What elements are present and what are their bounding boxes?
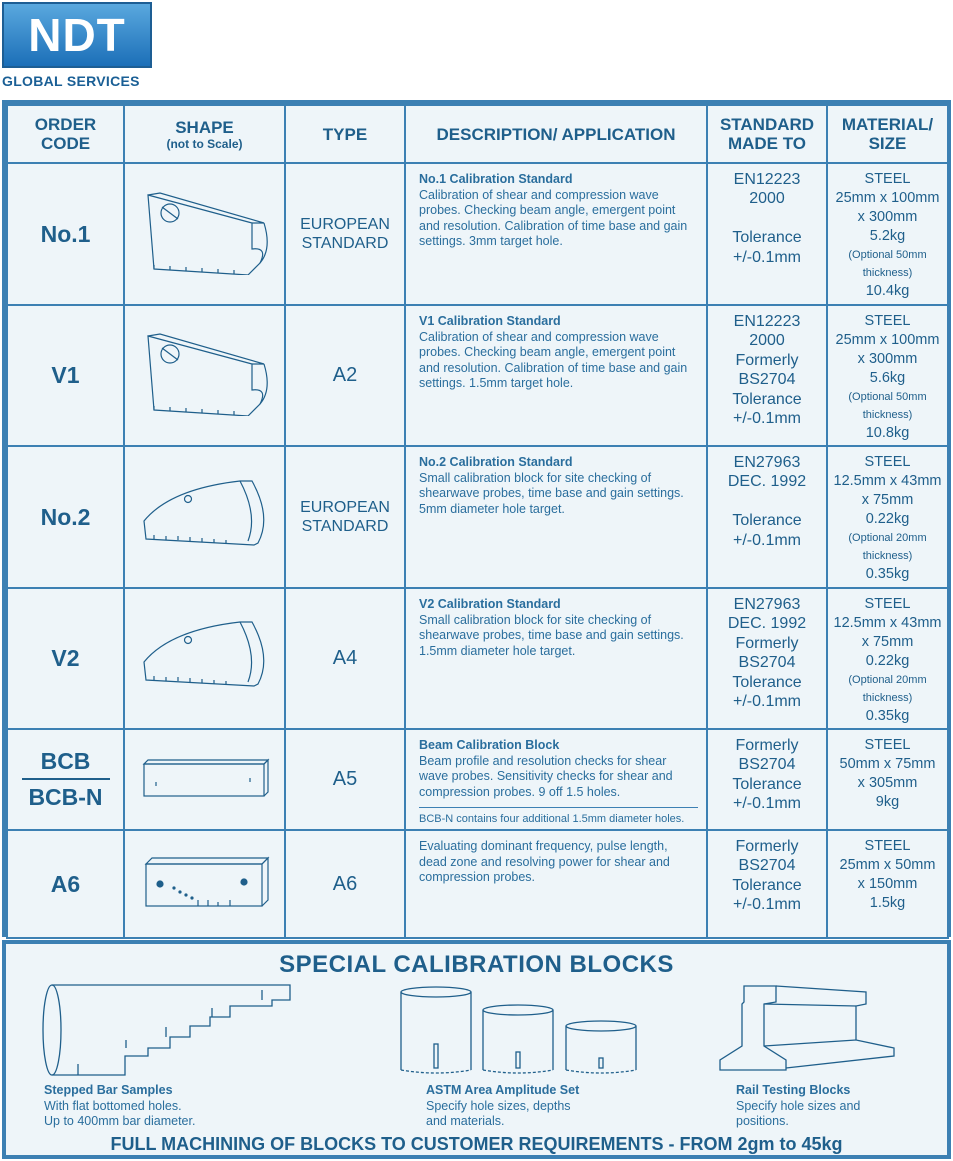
material-line: 12.5mm x 43mm [833,615,942,631]
type-line: A6 [332,872,358,895]
material-cell [827,588,948,729]
material-line: 50mm x 75mm [839,756,936,772]
header-shape [124,105,285,163]
special-item-title: ASTM Area Amplitude Set [426,1083,580,1097]
order-code-alt: BCB-N [28,784,103,810]
order-code: No.1 [40,220,91,247]
standard-line: 2000 [749,332,785,350]
order-code-cell [7,830,124,938]
standard-line: EN12223 [733,313,801,330]
material-line: 1.5kg [869,895,906,911]
standard-line: Tolerance [732,673,802,691]
material-note: (Optional 20mm thickness) [848,674,927,704]
material-line: STEEL [864,454,911,470]
description-text: Evaluating dominant frequency, pulse length, dead zone and resolving power for shear and compression probes. [419,839,670,884]
shape-cell [124,446,285,588]
description-cell [405,446,707,588]
standard-cell [707,588,827,729]
code-divider [22,778,110,780]
description-cell [405,729,707,830]
logo [2,2,155,89]
type-cell [285,830,405,938]
material-cell [827,446,948,588]
shape-cell [124,830,285,938]
type-cell [285,729,405,830]
material-note: (Optional 50mm thickness) [848,391,927,421]
standard-line: Formerly [735,634,799,652]
type-line: EUROPEAN [300,216,390,233]
special-item-line: Specify hole sizes and [736,1098,861,1113]
material-line: STEEL [864,838,911,854]
description-cell [405,588,707,729]
material-line: 9kg [875,794,900,810]
special-item-title: Stepped Bar Samples [44,1083,173,1097]
table-row [7,830,948,938]
material-line: 12.5mm x 43mm [833,473,942,489]
v1-block-icon [140,262,270,279]
shape-cell [124,305,285,446]
order-code-cell [7,588,124,729]
standard-line: Tolerance [732,229,802,247]
header-description: DESCRIPTION/ APPLICATION [405,105,707,163]
standard-line: Formerly [735,838,799,855]
product-table [6,104,949,939]
shape-cell [124,588,285,729]
logo-box [2,2,152,68]
v1-block-icon [140,403,270,420]
material-cell [827,305,948,446]
order-code-cell [7,305,124,446]
description-cell [405,305,707,446]
header-shape-note: (not to Scale) [166,136,243,151]
description-text: Calibration of shear and compression wave probes. Checking beam angle, emergent point and resolution. Calibration of time base and gain settings. 3mm target hole. [419,187,688,248]
type-cell [285,588,405,729]
type-cell [285,446,405,588]
standard-line: EN12223 [733,171,801,188]
material-line: x 300mm [857,209,918,225]
type-line: EUROPEAN [300,499,390,516]
cylinder-set-icon [396,986,646,1078]
standard-line: 2000 [749,190,785,208]
type-line: A4 [332,647,358,669]
special-item-line: and materials. [426,1114,505,1128]
a6-block-icon [138,897,272,914]
material-cell [827,830,948,938]
material-line: 0.35kg [865,566,910,582]
special-item-astm-set [426,1083,579,1130]
type-line: A2 [332,364,358,386]
material-cell [827,729,948,830]
special-footer: FULL MACHINING OF BLOCKS TO CUSTOMER REQUIREMENTS - FROM 2gm to 45kg [110,1134,843,1154]
table-row [7,446,948,588]
standard-line: BS2704 [738,371,796,389]
standard-line: +/-0.1mm [732,410,801,428]
standard-line [708,492,826,511]
standard-line: +/-0.1mm [732,896,801,914]
description-title: No.1 Calibration Standard [419,172,573,186]
standard-line: +/-0.1mm [732,795,801,813]
material-line: 10.8kg [865,425,910,441]
standard-line: BS2704 [738,654,796,672]
special-item-line: Specify hole sizes, depths [426,1098,571,1113]
material-line: 25mm x 50mm [839,857,936,873]
description-text: Small calibration block for site checking of shearwave probes, time base and gain settings. 5mm diameter hole target. [419,470,684,516]
special-item-stepped-bar [44,1083,195,1130]
type-line: STANDARD [301,235,389,252]
header-shape-label: SHAPE [175,117,234,137]
material-note: (Optional 20mm thickness) [848,532,927,562]
special-item-line: Up to 400mm bar diameter. [44,1114,196,1128]
special-item-line: With flat bottomed holes. [44,1098,182,1113]
material-line: STEEL [864,313,911,329]
type-cell [285,305,405,446]
standard-line: Tolerance [732,512,802,530]
type-cell [285,163,405,305]
standard-cell [707,163,827,305]
description-title: V2 Calibration Standard [419,597,561,611]
shape-cell [124,729,285,830]
order-code-cell [7,446,124,588]
standard-line: EN27963 [733,596,801,613]
table-row [7,729,948,830]
standard-cell [707,446,827,588]
v2-block-icon [140,681,270,698]
order-code: No.2 [40,503,91,530]
standard-line: Tolerance [732,876,802,894]
standard-line: +/-0.1mm [732,248,801,266]
special-item-line: positions. [736,1114,789,1128]
standard-cell [707,305,827,446]
material-line: 5.2kg [869,228,906,244]
standard-line: Formerly [735,351,799,369]
type-line: A5 [332,768,358,790]
material-cell [827,163,948,305]
header-standard: STANDARD MADE TO [707,105,827,163]
material-line: 5.6kg [869,370,906,386]
material-line: x 75mm [861,492,914,508]
shape-cell [124,163,285,305]
material-line: STEEL [864,171,911,187]
material-line: 25mm x 100mm [835,332,940,348]
description-text: Calibration of shear and compression wave probes. Checking beam angle, emergent point and resolution. Calibration of time base and gain settings. 1.5mm target hole. [419,329,688,390]
special-title: SPECIAL CALIBRATION BLOCKS [279,951,674,978]
table-row [7,588,948,729]
order-code: A6 [50,870,81,897]
stepped-bar-icon [40,982,300,1080]
product-table-frame [2,100,951,937]
header-row [7,105,948,163]
v2-block-icon [140,540,270,557]
material-line: x 75mm [861,634,914,650]
description-text: Small calibration block for site checking of shearwave probes, time base and gain settings. 1.5mm diameter hole target. [419,612,684,658]
standard-line: DEC. 1992 [727,473,807,491]
header-material: MATERIAL/ SIZE [827,105,948,163]
material-note: (Optional 50mm thickness) [848,249,927,279]
description-note: BCB-N contains four additional 1.5mm diameter holes. [419,807,698,828]
bcb-block-icon [138,785,272,802]
standard-line: +/-0.1mm [732,531,801,549]
rail-icon [716,982,906,1078]
material-line: x 305mm [857,775,918,791]
material-line: 10.4kg [865,283,910,299]
material-line: 0.22kg [865,653,910,669]
description-cell [405,830,707,938]
standard-line: Tolerance [732,390,802,408]
special-item-title: Rail Testing Blocks [736,1083,851,1097]
standard-line: Tolerance [732,775,802,793]
standard-line: EN27963 [733,454,801,471]
type-line: STANDARD [301,518,389,535]
order-code-cell [7,163,124,305]
material-line: x 150mm [857,876,918,892]
description-cell [405,163,707,305]
standard-line: BS2704 [738,756,796,774]
description-title: Beam Calibration Block [419,738,560,752]
order-code: V1 [51,362,80,388]
table-row [7,163,948,305]
standard-cell [707,830,827,938]
table-row [7,305,948,446]
standard-line [708,209,826,228]
material-line: x 300mm [857,351,918,367]
material-line: 0.22kg [865,511,910,527]
special-blocks-panel [6,944,947,1155]
standard-line: DEC. 1992 [727,615,807,633]
order-code: BCB [40,748,91,774]
order-code: V2 [51,645,80,671]
material-line: 25mm x 100mm [835,190,940,206]
material-line: STEEL [864,737,911,753]
description-title: No.2 Calibration Standard [419,455,573,469]
order-code-cell [7,729,124,830]
logo-subtitle: GLOBAL SERVICES [2,73,140,89]
special-item-rail-blocks [736,1083,860,1130]
header-type: TYPE [285,105,405,163]
material-line: 0.35kg [865,708,910,724]
standard-line: +/-0.1mm [732,693,801,711]
description-text: Beam profile and resolution checks for shear wave probes. Sensitivity checks for shear and compression probes. 9 off 1.5 holes. [419,753,673,799]
material-line: STEEL [864,596,911,612]
standard-cell [707,729,827,830]
standard-line: BS2704 [738,857,796,875]
standard-line: Formerly [735,737,799,754]
header-order-code: ORDER CODE [7,105,124,163]
description-title: V1 Calibration Standard [419,314,561,328]
logo-main: NDT [28,9,126,61]
special-blocks-frame [2,940,951,1159]
